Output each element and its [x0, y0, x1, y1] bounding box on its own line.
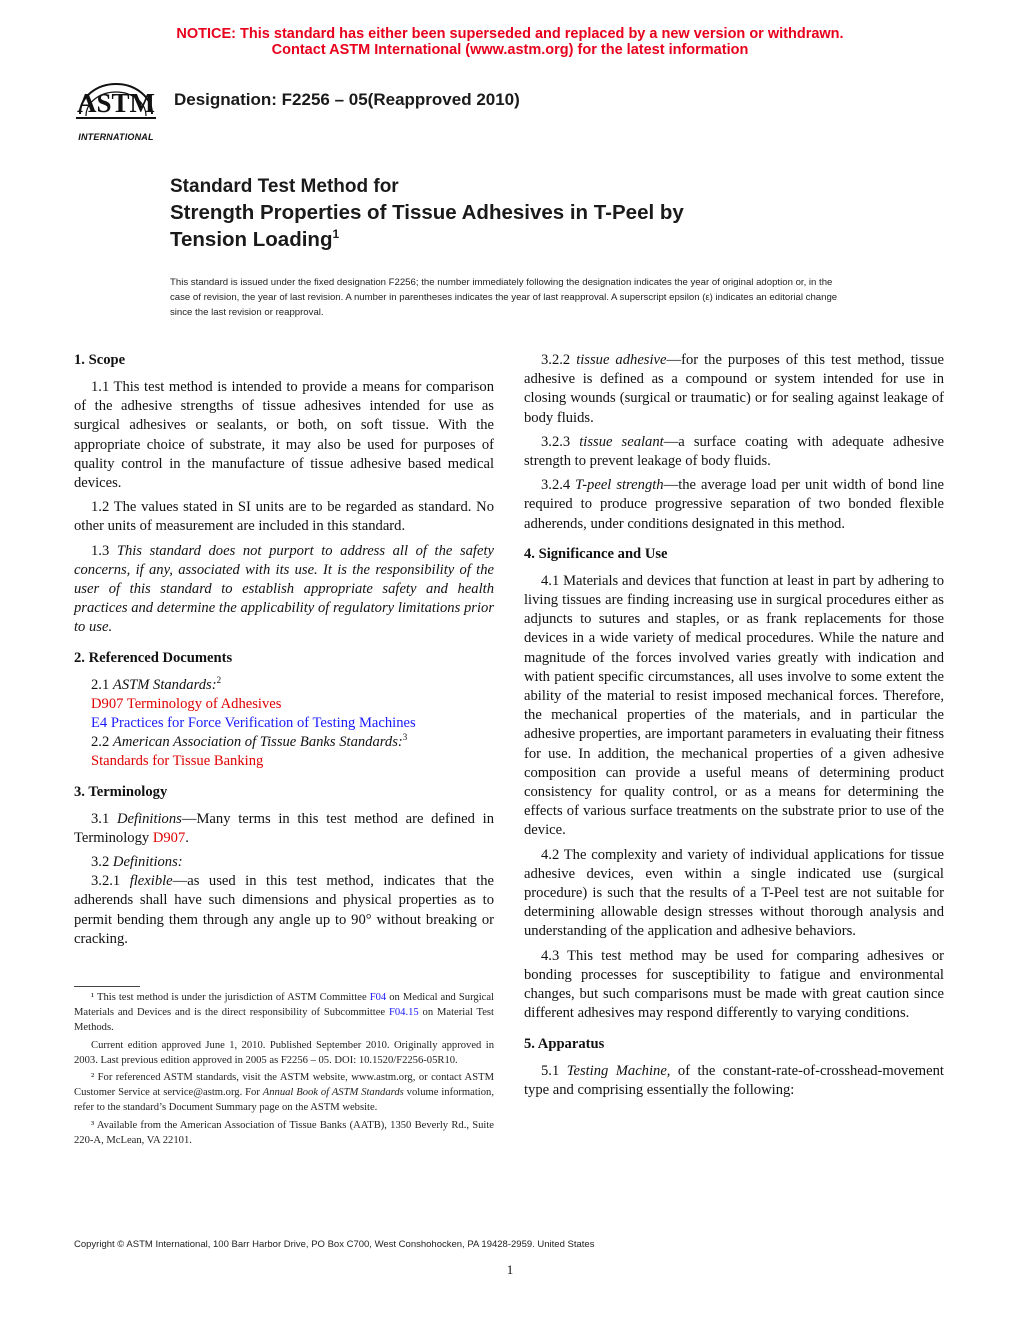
copyright-line: Copyright © ASTM International, 100 Barr Harbor Drive, PO Box C700, West Conshohocken, PA 19428-2959. United States	[74, 1239, 595, 1250]
footnote-link-f04-15[interactable]: F04.15	[388, 1007, 419, 1019]
paragraph-1-3-num: 1.3	[91, 542, 110, 559]
paragraph-4-2: 4.2 The complexity and variety of individual applications for tissue adhesive devices, even within a single indicated use (surgical procedure) is such that the results of a T-Peel test are not suitable for determining allowable design stresses without thorough analysis and understanding of the application and adhesive behaviors.	[524, 846, 944, 940]
notice-line-2: Contact ASTM International (www.astm.org) for the latest information	[271, 42, 749, 58]
paragraph-2-1	[74, 676, 494, 695]
page-number: 1	[506, 1262, 514, 1277]
paragraph-3-2	[74, 853, 494, 872]
footnote-2-text-b: volume information, refer to the standard’s Document Summary page on the ASTM website.	[74, 1087, 494, 1114]
section-heading-terminology: 3. Terminology	[74, 783, 168, 800]
paragraph-4-3: 4.3 This test method may be used for comparing adhesives or bonding processes for susceptibility to fatigue and environmental changes, but such comparisons must be made with great caution since different adhesives may respond differently to varying conditions.	[524, 947, 944, 1022]
section-heading-referenced-documents: 2. Referenced Documents	[74, 649, 233, 666]
paragraph-3-1-text: —Many terms in this test method are defined in Terminology	[74, 810, 494, 846]
paragraph-5-1-text: of the constant-rate-of-crosshead-movement type and comprising essentially the following:	[524, 1062, 944, 1098]
paragraph-3-1-label: Definitions	[116, 810, 182, 827]
title-footnote-mark: 1	[332, 227, 340, 241]
footnote-divider	[74, 986, 140, 987]
footnote-1-text-b: on Medical and Surgical Materials and Devices and is the direct responsibility of Subcommittee	[74, 992, 494, 1019]
paragraph-5-1-num: 5.1	[541, 1062, 560, 1079]
paragraph-2-2-num: 2.2	[91, 734, 110, 751]
footnote-1-text-a: ¹ This test method is under the jurisdiction of ASTM Committee	[91, 992, 370, 1003]
footnote-1-text-c: on Material Test Methods.	[74, 1007, 494, 1034]
left-column	[74, 350, 494, 954]
paragraph-2-1-label: ASTM Standards:	[112, 676, 217, 693]
title-line-2-text: Tension Loading	[170, 228, 333, 251]
logo-mark-text: ASTM	[76, 88, 156, 118]
term-testing-machine: Testing Machine,	[566, 1062, 671, 1079]
notice-line-1: NOTICE: This standard has either been superseded and replaced by a new version or withdrawn.	[176, 26, 844, 42]
reference-link-e4[interactable]: E4 Practices for Force Verification of Testing Machines	[91, 715, 416, 732]
section-heading-scope: 1. Scope	[74, 352, 126, 368]
paragraph-3-2-3-text: —a surface coating with adequate adhesive strength to prevent leakage of body fluids.	[524, 433, 944, 470]
paragraph-3-2-num: 3.2	[91, 854, 110, 871]
supersede-notice	[0, 26, 1020, 58]
logo-subtitle: INTERNATIONAL	[78, 132, 154, 142]
footnote-ref-2: 2	[216, 674, 222, 685]
paragraph-3-1-num: 3.1	[91, 810, 110, 827]
footnote-2-text-a: ² For referenced ASTM standards, visit the ASTM website, www.astm.org, or contact ASTM Customer Service at service@astm.org. For	[74, 1072, 494, 1099]
astm-logo-icon	[70, 72, 162, 134]
term-tissue-sealant: tissue sealant	[579, 433, 664, 450]
paragraph-2-1-num: 2.1	[91, 676, 110, 693]
footnote-1	[74, 990, 494, 1036]
paragraph-1-2: 1.2 The values stated in SI units are to be regarded as standard. No other units of measurement are included in this standard.	[74, 499, 494, 535]
footnote-link-f04[interactable]: F04	[369, 992, 387, 1003]
paragraph-3-1	[74, 810, 494, 848]
title-line-1: Strength Properties of Tissue Adhesives in T-Peel by	[170, 201, 684, 224]
paragraph-1-1: 1.1 This test method is intended to provide a means for comparison of the adhesive strengths of tissue adhesives intended for use as surgical adhesives or sealants, or both, on soft tissue. With the appropriate choice of substrate, it may also be used for purposes of quality control in the manufacture of tissue adhesive based medical devices.	[74, 379, 494, 492]
section-heading-apparatus: 5. Apparatus	[524, 1035, 605, 1052]
paragraph-2-2	[74, 733, 494, 752]
paragraph-1-3	[74, 542, 494, 638]
inline-link-d907[interactable]: D907	[152, 829, 186, 846]
paragraph-3-2-label: Definitions:	[112, 854, 183, 871]
paragraph-3-2-4-num: 3.2.4	[541, 477, 571, 494]
paragraph-1-3-text: This standard does not purport to address all of the safety concerns, if any, associated with its use. It is the responsibility of the user of this standard to establish appropriate safety and health practices and determine the applicability of regulatory limitations prior to use.	[74, 542, 494, 636]
paragraph-3-2-1-text: —as used in this test method, indicates that the adherends shall have such dimensions and physical properties as to permit bending them through any angle up to 90° without breaking or cracking.	[74, 873, 494, 947]
title-pre: Standard Test Method for	[170, 176, 399, 197]
paragraph-3-2-1-num: 3.2.1	[91, 873, 121, 890]
footnote-3: ³ Available from the American Association of Tissue Banks (AATB), 1350 Beverly Rd., Suite 220-A, McLean, VA 22101.	[74, 1119, 494, 1146]
paragraph-3-2-3-num: 3.2.3	[541, 433, 571, 450]
designation: Designation: F2256 – 05(Reapproved 2010)	[174, 90, 520, 109]
paragraph-3-2-2	[524, 351, 944, 428]
right-column	[524, 351, 944, 1105]
footnote-2-italic: Annual Book of ASTM Standards	[262, 1087, 404, 1099]
paragraph-4-1: 4.1 Materials and devices that function at least in part by adhering to living tissues are finding increasing use in surgical procedures either as adjuncts to sutures and staples, or as frank replacements for those devices in a wide variety of medical procedures. While the nature and magnitude of the forces involved varies greatly with indication and with patient specific circumstances, all uses involve to some extent the ability of the material to resist imposed mechanical forces. Therefore, the mechanical properties of the materials, and in particular the adhesive properties, are important parameters in evaluating their fitness for use. In addition, the mechanical properties of a given adhesive composition can provide a useful means of determining product consistency for quality control, or as a means for determining the effects of various surface treatments on the substrate prior to use of the device.	[524, 572, 944, 839]
term-t-peel-strength: T-peel strength	[575, 477, 664, 494]
footnote-ref-3: 3	[402, 732, 408, 743]
paragraph-5-1	[524, 1062, 944, 1100]
astm-logo	[70, 72, 166, 146]
paragraph-3-2-4	[524, 476, 944, 534]
paragraph-3-2-2-num: 3.2.2	[541, 352, 571, 368]
paragraph-3-2-1	[74, 872, 494, 949]
footnotes	[74, 990, 494, 1150]
document-title	[170, 175, 890, 253]
term-flexible: flexible	[129, 873, 173, 890]
paragraph-3-2-3	[524, 433, 944, 471]
issuance-note: This standard is issued under the fixed designation F2256; the number immediately following the designation indicates the year of original adoption or, in the case of revision, the year of last revision. A number in parentheses indicates the year of last reapproval. A superscript epsilon (ε) indicates an editorial change since the last revision or reapproval.	[170, 277, 838, 318]
title-line-2	[170, 226, 890, 253]
footnote-2	[74, 1070, 494, 1116]
reference-link-tissue-banking[interactable]: Standards for Tissue Banking	[91, 753, 264, 770]
reference-link-d907[interactable]: D907 Terminology of Adhesives	[91, 695, 282, 712]
section-heading-significance: 4. Significance and Use	[524, 545, 668, 562]
paragraph-3-2-2-text: —for the purposes of this test method, tissue adhesive is defined as a compound or system intended for use in closing wounds (surgical or traumatic) or for sealing against leakage of body fluids.	[524, 352, 944, 426]
term-tissue-adhesive: tissue adhesive	[576, 352, 667, 368]
paragraph-3-1-end: .	[185, 829, 189, 846]
footnote-1-edition: Current edition approved June 1, 2010. Published September 2010. Originally approved in 2003. Last previous edition approved in 2005 as F2256 – 05. DOI: 10.1520/F2256-05R10.	[74, 1039, 494, 1066]
paragraph-2-2-label: American Association of Tissue Banks Standards:	[112, 734, 403, 751]
paragraph-3-2-4-text: —the average load per unit width of bond line required to produce progressive separation of two bonded flexible adherends, under conditions designated in this method.	[524, 477, 944, 532]
